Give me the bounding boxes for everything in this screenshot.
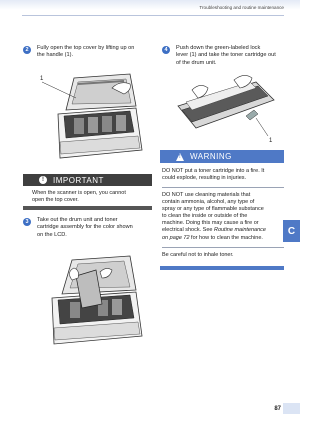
running-header-title: Troubleshooting and routine maintenance [199, 5, 284, 10]
warning-para-2-line-3: spray or any type of flammable substance [162, 206, 264, 213]
step-number-3: 3 [23, 218, 31, 226]
figure1-callout-label: 1 [40, 76, 44, 82]
warning-para-2-line-1: DO NOT use cleaning materials that [162, 192, 251, 198]
step-3-line-3: on the LCD. [37, 231, 67, 238]
warning-header [160, 150, 284, 163]
important-body [32, 190, 152, 204]
step-3-text [37, 217, 155, 239]
page-72-ref: on page 72 [162, 234, 190, 241]
figure-drum-toner [172, 70, 280, 144]
figure-open-top-cover [38, 70, 150, 162]
important-title: IMPORTANT [53, 175, 104, 185]
step-4-line-2: lever (1) and take the toner cartridge out [176, 52, 276, 59]
warning-para-1-line-2: could explode, resulting in injuries. [162, 175, 247, 182]
page-number: 87 [274, 406, 281, 412]
warning-para-2 [162, 192, 284, 242]
step-4-line-1: Push down the green-labeled lock [176, 45, 261, 51]
warning-para-2-line-2: contain ammonia, alcohol, any type of [162, 199, 255, 206]
warning-title: WARNING [190, 152, 232, 161]
warning-divider-1 [162, 187, 284, 188]
step-number-2: 2 [23, 46, 31, 54]
step-2-line-2: the handle (1). [37, 52, 74, 59]
warning-end-bar [160, 266, 284, 270]
warning-para-2-line-5: machine. Doing this may cause a fire or [162, 220, 259, 227]
important-end-bar [23, 206, 152, 210]
warning-divider-2 [162, 247, 284, 248]
step-3-line-1: Take out the drum unit and toner [37, 217, 118, 223]
step-2-line-1: Fully open the top cover by lifting up on [37, 45, 135, 51]
step-4-text [176, 45, 286, 67]
warning-para-1-line-1: DO NOT put a toner cartridge into a fire. It [162, 168, 265, 174]
page-number-tab [283, 403, 300, 414]
routine-maintenance-ref: Routine maintenance [213, 227, 266, 234]
warning-para-2-line-6: electrical shock. See Routine maintenance [162, 227, 266, 234]
step-2-text [37, 45, 152, 60]
figure3-callout-label: 1 [269, 138, 273, 144]
warning-para-2-line-4: to clean the inside or outside of the [162, 213, 248, 220]
header-divider [22, 15, 284, 16]
warning-triangle-icon: ! [176, 153, 184, 161]
chapter-tab-label: C [287, 225, 296, 237]
important-line-1: When the scanner is open, you cannot [32, 190, 126, 196]
warning-para-3: Be careful not to inhale toner. [162, 252, 234, 258]
step-4-line-3: of the drum unit. [176, 59, 217, 66]
step-number-4: 4 [162, 46, 170, 54]
important-line-2: open the top cover. [32, 197, 79, 204]
warning-para-1 [162, 168, 284, 182]
warning-para-2-line-7: on page 72 for how to clean the machine. [162, 234, 263, 241]
figure-remove-drum-unit [36, 250, 152, 348]
important-icon: ! [39, 176, 47, 184]
step-3-line-2: cartridge assembly for the color shown [37, 224, 133, 231]
important-header [23, 174, 152, 186]
chapter-tab [283, 220, 300, 242]
